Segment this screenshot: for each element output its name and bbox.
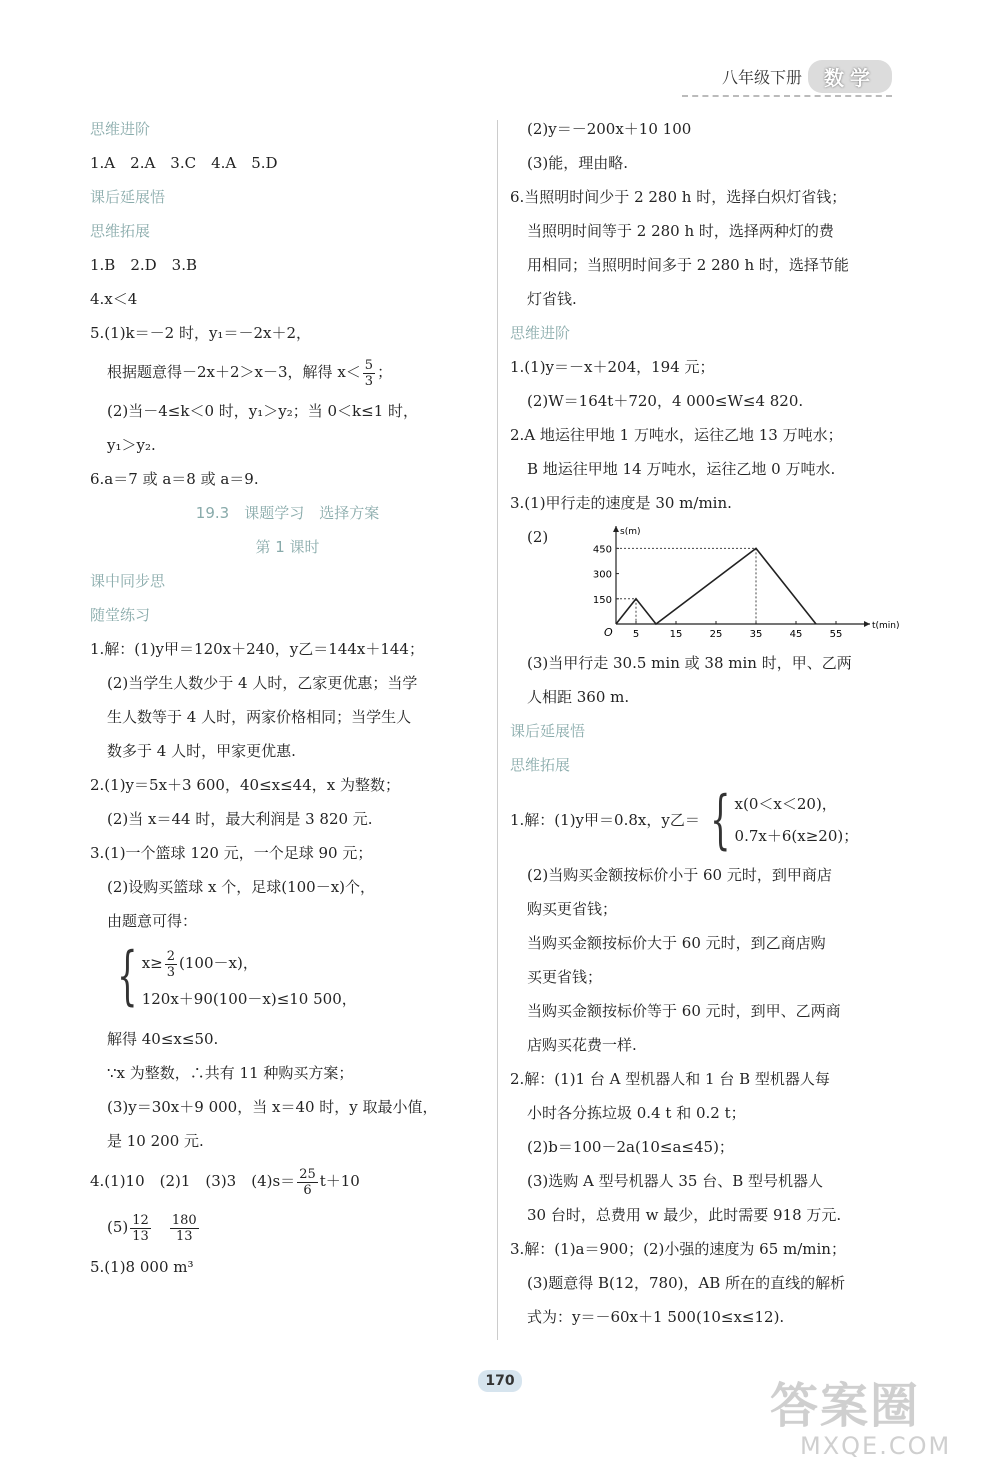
- answer-line: 4.x＜4: [90, 290, 138, 308]
- denominator: 13: [132, 1228, 149, 1244]
- grade-label: 八年级下册: [721, 67, 802, 87]
- section-heading: 随堂练习: [90, 606, 151, 624]
- answer-line: 1.A 2.A 3.C 4.A 5.D: [90, 154, 278, 172]
- answer-line: [90, 1204, 485, 1250]
- text-span: (100－x)，: [179, 954, 258, 972]
- page-header: [722, 60, 892, 92]
- x-tick-label: 5: [633, 629, 640, 640]
- numerator: 180: [171, 1212, 197, 1228]
- answer-line: (2): [527, 528, 549, 546]
- fraction: [297, 1167, 318, 1198]
- answer-line: 当购买金额按标价大于 60 元时，到乙商店购: [527, 934, 826, 952]
- answer-line: (2)当学生人数少于 4 人时，乙家更优惠；当学: [107, 674, 418, 692]
- answer-line: (2)设购买篮球 x 个，足球(100－x)个，: [107, 878, 376, 896]
- answer-line: B 地运往甲地 14 万吨水，运往乙地 0 万吨水.: [527, 460, 836, 478]
- header-divider: [682, 95, 892, 97]
- answer-line: 2.A 地运往甲地 1 万吨水，运往乙地 13 万吨水；: [510, 426, 843, 444]
- answer-line: 灯省钱.: [527, 290, 577, 308]
- answer-line: (2)b＝100－2a(10≤a≤45)；: [527, 1138, 734, 1156]
- lesson-subtitle: 第 1 课时: [255, 538, 320, 556]
- numerator: 2: [166, 948, 176, 964]
- answer-line: (2)W＝164t＋720，4 000≤W≤4 820.: [527, 392, 804, 410]
- section-heading: 思维进阶: [90, 120, 151, 138]
- right-column: [510, 112, 910, 1334]
- piecewise-lines: [735, 788, 859, 852]
- section-heading: 思维拓展: [90, 222, 151, 240]
- answer-line: 2.(1)y＝5x＋3 600，40≤x≤44，x 为整数；: [90, 776, 400, 794]
- answer-line: 5.(1)8 000 m³: [90, 1258, 194, 1276]
- answer-line: (2)当 x＝44 时，最大利润是 3 820 元.: [107, 810, 373, 828]
- y-tick-label: 450: [593, 544, 613, 556]
- answer-line: 30 台时，总费用 w 最少，此时需要 918 万元.: [527, 1206, 842, 1224]
- answer-line: (3)y＝30x＋9 000，当 x＝40 时，y 取最小值，: [107, 1098, 438, 1116]
- answer-line: 购买更省钱；: [527, 900, 618, 918]
- answer-line: 1.解：(1)y甲＝120x＋240，y乙＝144x＋144；: [90, 640, 424, 658]
- lesson-title: 19.3 课题学习 选择方案: [195, 504, 380, 522]
- x-axis-label: t(min): [872, 621, 900, 631]
- x-tick-label: 55: [829, 629, 843, 640]
- denominator: 13: [175, 1228, 193, 1244]
- text-span: 1.解：(1)y甲＝0.8x，y乙＝: [510, 811, 700, 829]
- column-divider: [497, 120, 498, 1340]
- watermark-logo: 答案圈: [770, 1378, 921, 1434]
- answer-line: [90, 350, 485, 394]
- denominator: 3: [364, 373, 374, 389]
- answer-line: 由题意可得：: [107, 912, 198, 930]
- y-axis-label: s(m): [620, 527, 641, 537]
- answer-line: 3.(1)一个篮球 120 元，一个足球 90 元；: [90, 844, 373, 862]
- text-span: x≥: [141, 954, 163, 972]
- answer-line: 数多于 4 人时，甲家更优惠.: [107, 742, 296, 760]
- answer-line: [90, 1158, 485, 1204]
- answer-line: (3)选购 A 型号机器人 35 台、B 型号机器人: [527, 1172, 824, 1190]
- answer-line: (2)当购买金额按标价小于 60 元时，到甲商店: [527, 866, 832, 884]
- chart-row: [510, 520, 910, 646]
- answer-line: 1.(1)y＝－x＋204，194 元；: [510, 358, 715, 376]
- section-heading: 课中同步思: [90, 572, 166, 590]
- answer-line: 2.解：(1)1 台 A 型机器人和 1 台 B 型机器人每: [510, 1070, 830, 1088]
- watermark: [770, 1380, 951, 1460]
- system-line: [142, 944, 357, 982]
- fraction: [363, 358, 375, 389]
- answer-line: (3)题意得 B(12，780)，AB 所在的直线的解析: [527, 1274, 846, 1292]
- text-span: ；: [377, 363, 393, 381]
- fraction: [165, 949, 177, 980]
- equation-system: [90, 939, 485, 1016]
- answer-line: 解得 40≤x≤50.: [107, 1030, 219, 1048]
- x-tick-label: 25: [709, 629, 723, 640]
- numerator: 12: [132, 1212, 149, 1228]
- section-heading: 课后延展悟: [510, 722, 586, 740]
- answer-line: 买更省钱；: [527, 968, 603, 986]
- brace-symbol: {: [710, 783, 731, 857]
- case-line: x(0＜x＜20)，: [734, 795, 837, 813]
- answer-line: 用相同；当照明时间多于 2 280 h 时，选择节能: [527, 256, 849, 274]
- answer-line: 3.解：(1)a＝900；(2)小强的速度为 65 m/min；: [510, 1240, 846, 1258]
- series-line: [616, 548, 816, 624]
- watermark-url: MXQE.COM: [800, 1432, 952, 1460]
- answer-line: 店购买花费一样.: [527, 1036, 637, 1054]
- answer-line: 当购买金额按标价等于 60 元时，到甲、乙两商: [527, 1002, 841, 1020]
- numerator: 5: [364, 357, 374, 373]
- answer-line: (3)当甲行走 30.5 min 或 38 min 时，甲、乙两: [527, 654, 852, 672]
- text-span: t＋10: [319, 1172, 360, 1190]
- section-heading: 思维进阶: [510, 324, 571, 342]
- system-line: 120x＋90(100－x)≤10 500，: [141, 990, 357, 1008]
- page-number: 170: [478, 1370, 522, 1392]
- answer-line: 生人数等于 4 人时，两家价格相同；当学生人: [107, 708, 412, 726]
- distance-time-chart: [566, 520, 900, 644]
- origin-label: O: [604, 626, 613, 639]
- answer-line: 式为：y＝－60x＋1 500(10≤x≤12).: [527, 1308, 785, 1326]
- y-axis-arrow: [613, 526, 619, 532]
- x-tick-label: 45: [789, 629, 803, 640]
- section-heading: 思维拓展: [510, 756, 571, 774]
- answer-line: 3.(1)甲行走的速度是 30 m/min.: [510, 494, 732, 512]
- answer-line: 1.B 2.D 3.B: [90, 256, 198, 274]
- left-column: [90, 112, 485, 1284]
- subject-badge: 数学: [808, 60, 892, 93]
- answer-line: 6.当照明时间少于 2 280 h 时，选择白炽灯省钱；: [510, 188, 847, 206]
- answer-line: 5.(1)k＝－2 时，y₁＝－2x＋2，: [90, 324, 311, 342]
- answer-line: ∵x 为整数，∴共有 11 种购买方案；: [107, 1064, 354, 1082]
- answer-line: 6.a＝7 或 a＝8 或 a＝9.: [90, 470, 259, 488]
- y-tick-label: 150: [593, 594, 613, 606]
- answer-line: y₁＞y₂.: [107, 436, 156, 454]
- answer-line: 当照明时间等于 2 280 h 时，选择两种灯的费: [527, 222, 834, 240]
- answer-line: 小时各分拣垃圾 0.4 t 和 0.2 t；: [527, 1104, 746, 1122]
- x-tick-label: 15: [669, 629, 683, 640]
- x-axis-arrow: [864, 621, 870, 627]
- answer-line: (2)当－4≤k＜0 时，y₁＞y₂；当 0＜k≤1 时，: [107, 402, 419, 420]
- case-line: 0.7x＋6(x≥20)；: [734, 827, 859, 845]
- x-tick-label: 35: [749, 629, 763, 640]
- denominator: 6: [303, 1182, 312, 1198]
- piecewise-function: [510, 783, 910, 857]
- system-lines: [142, 944, 357, 1016]
- text-span: 根据题意得－2x＋2＞x－3，解得 x＜: [107, 363, 361, 381]
- section-heading: 课后延展悟: [90, 188, 166, 206]
- text-span: (5): [107, 1218, 129, 1236]
- answer-line: 人相距 360 m.: [527, 688, 630, 706]
- y-tick-label: 300: [593, 569, 613, 581]
- fraction: [130, 1213, 151, 1244]
- brace-symbol: {: [117, 939, 138, 1013]
- denominator: 3: [166, 964, 176, 980]
- fraction: [170, 1213, 199, 1244]
- answer-line: 是 10 200 元.: [107, 1132, 204, 1150]
- text-span: 4.(1)10 (2)1 (3)3 (4)s＝: [90, 1172, 296, 1190]
- answer-line: (2)y＝－200x＋10 100: [527, 120, 692, 138]
- numerator: 25: [299, 1166, 316, 1182]
- answer-line: (3)能，理由略.: [527, 154, 629, 172]
